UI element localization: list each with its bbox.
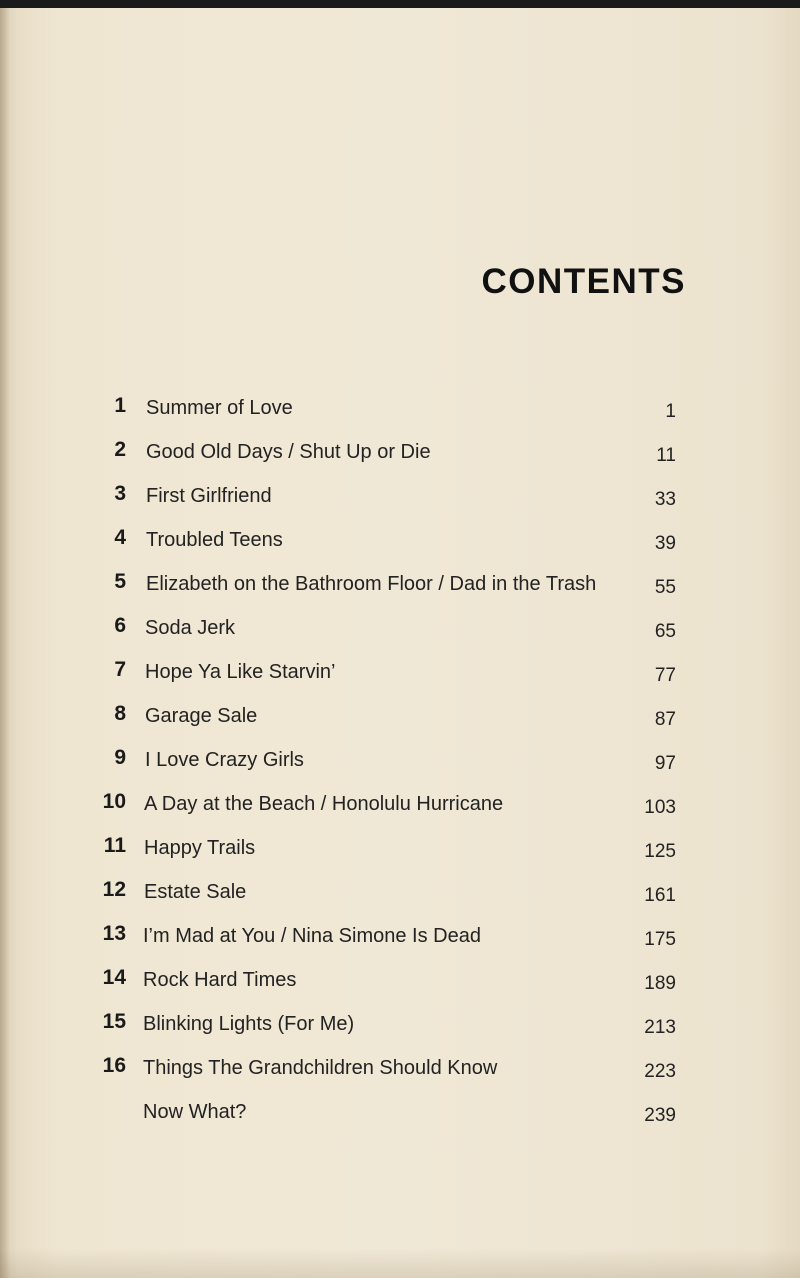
page-number: 175	[644, 929, 676, 950]
toc-entry	[0, 746, 800, 778]
chapter-number: 2	[114, 438, 126, 461]
chapter-number: 4	[114, 526, 126, 549]
page-number: 223	[644, 1061, 676, 1082]
toc-entry	[0, 922, 800, 954]
chapter-number: 3	[114, 482, 126, 505]
chapter-title: Troubled Teens	[146, 529, 283, 551]
chapter-title: Estate Sale	[144, 881, 247, 903]
page-number: 97	[654, 753, 676, 774]
toc-entry	[0, 658, 800, 690]
page-number: 1	[665, 401, 676, 422]
page-number: 161	[644, 885, 676, 906]
toc-entry	[0, 1054, 800, 1086]
chapter-title: Garage Sale	[145, 705, 258, 727]
chapter-title: A Day at the Beach / Honolulu Hurricane	[144, 793, 504, 815]
toc-entry	[0, 526, 800, 558]
toc-entry	[0, 834, 800, 866]
chapter-title: Now What?	[143, 1101, 247, 1123]
chapter-number: 1	[114, 394, 126, 417]
page-number: 11	[656, 445, 676, 466]
toc-entry	[0, 878, 800, 910]
chapter-number: 7	[114, 658, 126, 681]
chapter-title: Elizabeth on the Bathroom Floor / Dad in the Trash	[146, 573, 597, 595]
chapter-number: 8	[114, 702, 126, 725]
contents-heading: CONTENTS	[481, 262, 686, 301]
page-number: 39	[654, 533, 676, 554]
chapter-number: 11	[103, 834, 126, 857]
chapter-number: 15	[102, 1010, 126, 1033]
toc-entry	[0, 438, 800, 470]
toc-entry	[0, 1010, 800, 1042]
chapter-title: Summer of Love	[146, 397, 293, 419]
page-number: 213	[644, 1017, 676, 1038]
chapter-title: Happy Trails	[144, 837, 256, 859]
chapter-title: I’m Mad at You / Nina Simone Is Dead	[143, 925, 481, 947]
page-number: 77	[654, 665, 676, 686]
chapter-number: 6	[114, 614, 126, 637]
toc-entry	[0, 790, 800, 822]
chapter-title: Good Old Days / Shut Up or Die	[146, 441, 431, 463]
page-number: 55	[654, 577, 676, 598]
chapter-number: 5	[114, 570, 126, 593]
page-number: 65	[654, 621, 676, 642]
chapter-title: I Love Crazy Girls	[145, 749, 304, 771]
page-number: 87	[654, 709, 676, 730]
chapter-title: Soda Jerk	[145, 617, 236, 639]
chapter-title: Hope Ya Like Starvin’	[145, 661, 336, 683]
chapter-number: 9	[114, 746, 126, 769]
toc-entry	[0, 614, 800, 646]
chapter-number: 14	[102, 966, 126, 989]
toc-entry	[0, 966, 800, 998]
toc-entry	[0, 570, 800, 602]
page-number: 239	[644, 1105, 676, 1126]
toc-entry	[0, 482, 800, 514]
toc-entry	[0, 702, 800, 734]
page-number: 125	[644, 841, 676, 862]
toc-entry	[0, 394, 800, 426]
chapter-number: 13	[102, 922, 126, 945]
chapter-title: Things The Grandchildren Should Know	[143, 1057, 498, 1079]
toc-entry	[0, 1098, 800, 1130]
page-number: 33	[654, 489, 676, 510]
chapter-title: Rock Hard Times	[143, 969, 297, 991]
chapter-title: Blinking Lights (For Me)	[143, 1013, 355, 1035]
chapter-number: 16	[102, 1054, 126, 1077]
chapter-number: 10	[102, 790, 126, 813]
chapter-number: 12	[102, 878, 126, 901]
page-number: 103	[644, 797, 676, 818]
chapter-title: First Girlfriend	[146, 485, 272, 507]
page-number: 189	[644, 973, 676, 994]
